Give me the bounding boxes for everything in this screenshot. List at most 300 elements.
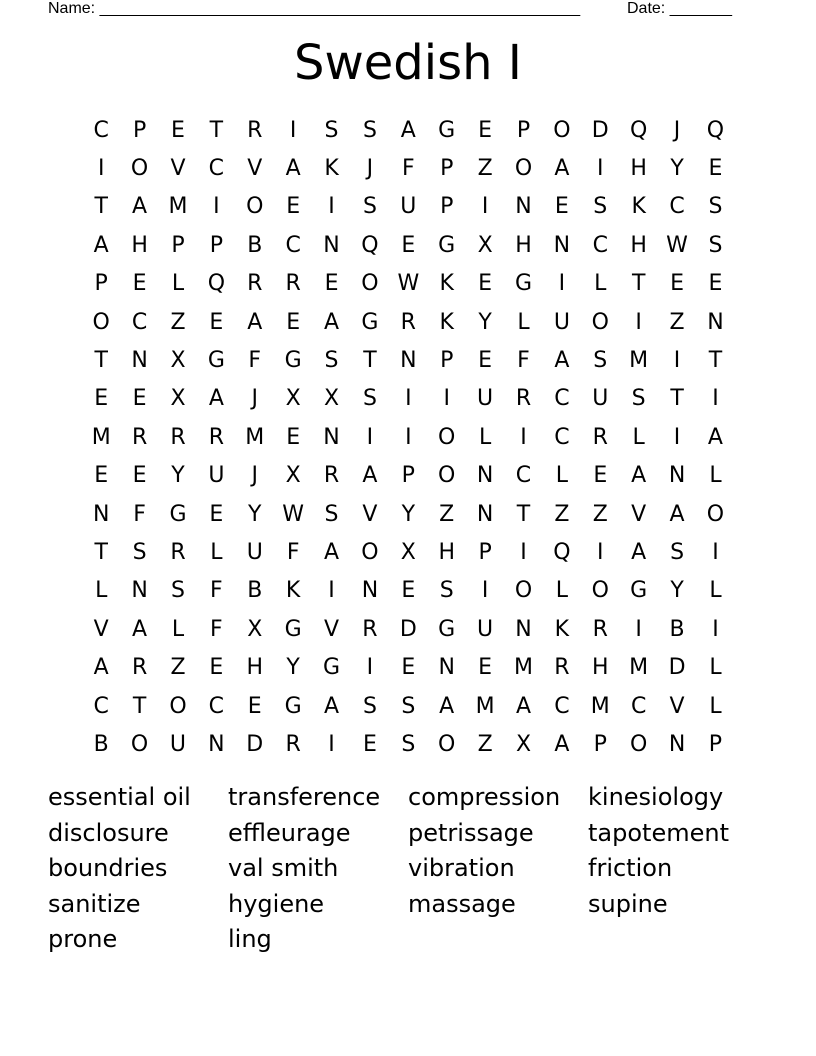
word-list-item: transference <box>228 783 381 811</box>
grid-letter: Q <box>361 232 379 258</box>
grid-letter: U <box>477 386 494 412</box>
grid-letter: I <box>405 424 412 450</box>
grid-letter: O <box>591 309 609 335</box>
grid-letter: G <box>284 693 302 719</box>
grid-letter: O <box>514 156 533 182</box>
grid-letter: Q <box>630 117 648 143</box>
grid-letter: A <box>247 309 263 335</box>
grid-letter: Q <box>553 539 571 565</box>
date-line: Date: _______ <box>627 0 732 17</box>
grid-letter: S <box>593 348 608 374</box>
grid-letter: N <box>707 309 724 335</box>
grid-letter: G <box>284 616 302 642</box>
grid-letter: U <box>246 539 263 565</box>
grid-letter: C <box>592 232 608 258</box>
grid-letter: G <box>514 271 533 297</box>
grid-letter: X <box>324 386 340 412</box>
grid-letter: X <box>170 386 186 412</box>
grid-letter: F <box>133 501 146 527</box>
name-line: Name: ______________________________________________________ <box>48 0 581 17</box>
grid-letter: Z <box>669 309 685 335</box>
grid-letter: V <box>170 156 186 182</box>
grid-letter: L <box>709 463 722 489</box>
grid-letter: L <box>555 578 569 604</box>
word-list-item: friction <box>588 854 673 882</box>
letter-grid <box>82 111 735 764</box>
grid-letter: X <box>170 348 186 374</box>
grid-letter: I <box>712 616 719 642</box>
grid-letter: E <box>401 655 416 681</box>
grid-letter: C <box>515 463 532 489</box>
grid-letter: C <box>669 194 685 220</box>
grid-letter: K <box>324 156 339 182</box>
grid-letter: S <box>593 194 608 220</box>
grid-letter: Y <box>670 578 684 604</box>
grid-letter: X <box>400 539 416 565</box>
grid-letter: A <box>324 309 340 335</box>
grid-letter: L <box>709 578 722 604</box>
grid-letter: A <box>132 194 148 220</box>
grid-letter: N <box>515 194 532 220</box>
grid-letter: G <box>438 616 456 642</box>
grid-letter: F <box>210 578 223 604</box>
grid-letter: N <box>668 463 686 489</box>
grid-letter: S <box>324 501 339 527</box>
grid-letter: L <box>171 271 185 297</box>
word-list-item: boundries <box>48 854 168 882</box>
grid-letter: I <box>520 424 527 450</box>
grid-letter: H <box>592 655 609 681</box>
grid-letter: Q <box>207 271 226 297</box>
grid-letter: R <box>170 424 186 450</box>
grid-letter: J <box>673 117 681 143</box>
grid-letter: V <box>362 501 378 527</box>
grid-letter: I <box>673 348 681 374</box>
grid-letter: X <box>477 232 493 258</box>
word-list-item: sanitize <box>48 889 141 918</box>
grid-letter: G <box>207 348 225 374</box>
grid-letter: U <box>208 463 225 489</box>
grid-letter: T <box>209 117 224 143</box>
grid-letter: C <box>93 693 109 719</box>
grid-letter: D <box>591 117 609 143</box>
grid-letter: Z <box>477 731 493 757</box>
grid-letter: Y <box>248 501 262 527</box>
page-title: Swedish I <box>294 35 522 91</box>
grid-letter: I <box>712 539 719 565</box>
grid-letter: R <box>285 731 301 757</box>
grid-letter: A <box>324 693 340 719</box>
grid-letter: A <box>285 156 301 182</box>
grid-letter: I <box>289 117 297 143</box>
grid-letter: O <box>514 578 533 604</box>
grid-letter: T <box>516 501 531 527</box>
grid-letter: R <box>592 424 608 450</box>
grid-letter: I <box>97 156 105 182</box>
grid-letter: H <box>630 156 647 182</box>
grid-letter: Z <box>554 501 570 527</box>
grid-letter: V <box>631 501 647 527</box>
grid-letter: K <box>285 578 301 604</box>
grid-letter: E <box>362 731 377 757</box>
grid-letter: M <box>590 693 610 719</box>
word-list-item: prone <box>48 925 118 953</box>
word-list-item: hygiene <box>228 889 325 918</box>
grid-letter: I <box>328 194 335 220</box>
grid-letter: S <box>362 194 377 220</box>
grid-letter: V <box>324 616 340 642</box>
grid-letter: T <box>670 386 684 412</box>
grid-letter: E <box>132 271 147 297</box>
grid-letter: L <box>632 424 645 450</box>
grid-letter: O <box>630 731 648 757</box>
grid-letter: I <box>328 578 335 604</box>
grid-letter: A <box>631 539 647 565</box>
grid-letter: K <box>554 616 570 642</box>
grid-letter: R <box>592 616 608 642</box>
word-list-item: ling <box>228 925 272 953</box>
grid-letter: C <box>554 693 570 719</box>
grid-letter: A <box>400 117 416 143</box>
grid-letter: S <box>708 194 723 220</box>
grid-letter: A <box>132 616 148 642</box>
grid-letter: E <box>286 424 301 450</box>
grid-letter: N <box>131 348 148 374</box>
grid-letter: Q <box>706 117 725 143</box>
word-list-item: essential oil <box>48 783 191 811</box>
word-list-item: val smith <box>228 854 339 882</box>
grid-letter: O <box>92 309 110 335</box>
grid-letter: C <box>554 386 570 412</box>
grid-letter: O <box>553 117 571 143</box>
grid-letter: G <box>438 117 456 143</box>
grid-letter: D <box>246 731 264 757</box>
grid-letter: S <box>631 386 646 412</box>
grid-letter: Y <box>171 463 185 489</box>
grid-letter: P <box>478 539 492 565</box>
grid-letter: A <box>208 386 224 412</box>
word-list-item: massage <box>408 889 516 918</box>
grid-letter: R <box>515 386 532 412</box>
grid-letter: O <box>361 271 379 297</box>
grid-letter: O <box>591 578 609 604</box>
grid-letter: P <box>171 232 185 258</box>
grid-letter: E <box>286 309 301 335</box>
grid-letter: Y <box>286 655 300 681</box>
grid-letter: E <box>132 463 147 489</box>
grid-letter: S <box>401 731 416 757</box>
grid-letter: Z <box>592 501 608 527</box>
grid-letter: Z <box>477 156 493 182</box>
grid-letter: S <box>362 693 377 719</box>
grid-letter: E <box>478 655 493 681</box>
grid-letter: U <box>477 616 494 642</box>
grid-letter: E <box>708 271 723 297</box>
grid-letter: O <box>438 424 456 450</box>
grid-letter: G <box>323 655 341 681</box>
grid-letter: H <box>515 232 532 258</box>
grid-letter: N <box>438 655 455 681</box>
grid-letter: N <box>476 501 494 527</box>
word-list-item: tapotement <box>588 818 729 847</box>
grid-letter: E <box>209 655 224 681</box>
grid-letter: E <box>478 348 493 374</box>
grid-letter: E <box>286 194 301 220</box>
grid-letter: E <box>670 271 684 297</box>
grid-letter: J <box>251 463 258 489</box>
word-list-item: petrissage <box>408 818 534 847</box>
grid-letter: I <box>635 616 642 642</box>
grid-letter: R <box>131 655 148 681</box>
word-list-item: supine <box>588 889 668 918</box>
grid-letter: N <box>553 232 571 258</box>
grid-letter: L <box>555 463 569 489</box>
grid-letter: O <box>361 539 379 565</box>
grid-letter: P <box>209 232 223 258</box>
grid-letter: A <box>362 463 378 489</box>
grid-letter: A <box>324 539 340 565</box>
grid-letter: E <box>401 232 416 258</box>
grid-letter: I <box>481 194 489 220</box>
grid-letter: N <box>476 463 494 489</box>
grid-letter: S <box>324 117 339 143</box>
grid-letter: E <box>209 501 224 527</box>
grid-letter: S <box>170 578 185 604</box>
grid-letter: S <box>324 348 339 374</box>
grid-letter: X <box>247 616 263 642</box>
grid-letter: O <box>130 156 149 182</box>
grid-letter: X <box>285 463 301 489</box>
grid-letter: A <box>439 693 455 719</box>
grid-letter: P <box>440 348 454 374</box>
grid-letter: G <box>361 309 379 335</box>
grid-letter: F <box>401 156 415 182</box>
grid-letter: O <box>169 693 187 719</box>
grid-letter: T <box>132 693 147 719</box>
grid-letter: E <box>554 194 569 220</box>
grid-letter: I <box>366 424 374 450</box>
grid-letter: L <box>709 693 722 719</box>
grid-letter: N <box>323 232 340 258</box>
grid-letter: E <box>247 693 262 719</box>
word-list-item: effleurage <box>228 818 351 847</box>
grid-letter: J <box>366 156 374 182</box>
grid-letter: T <box>631 271 646 297</box>
grid-letter: V <box>93 616 109 642</box>
grid-letter: Y <box>401 501 416 527</box>
grid-letter: I <box>213 194 220 220</box>
grid-letter: K <box>439 309 454 335</box>
grid-letter: R <box>554 655 570 681</box>
grid-letter: A <box>554 731 570 757</box>
grid-letter: U <box>592 386 609 412</box>
grid-letter: L <box>594 271 607 297</box>
grid-letter: J <box>251 386 258 412</box>
grid-letter: M <box>91 424 111 450</box>
grid-letter: G <box>284 348 302 374</box>
grid-letter: S <box>132 539 147 565</box>
grid-letter: R <box>285 271 301 297</box>
grid-letter: E <box>94 386 109 412</box>
grid-letter: P <box>401 463 415 489</box>
grid-letter: E <box>593 463 608 489</box>
grid-letter: W <box>666 232 688 258</box>
grid-letter: C <box>208 693 225 719</box>
grid-letter: H <box>131 232 148 258</box>
grid-letter: E <box>401 578 416 604</box>
grid-letter: E <box>478 271 493 297</box>
grid-letter: I <box>481 578 489 604</box>
grid-letter: G <box>169 501 187 527</box>
grid-letter: R <box>362 616 378 642</box>
grid-letter: U <box>169 731 187 757</box>
grid-letter: M <box>168 194 188 220</box>
grid-letter: M <box>475 693 495 719</box>
grid-letter: K <box>439 271 454 297</box>
grid-letter: A <box>93 655 109 681</box>
grid-letter: P <box>708 731 723 757</box>
grid-letter: N <box>92 501 110 527</box>
grid-letter: H <box>246 655 264 681</box>
grid-letter: T <box>363 348 377 374</box>
grid-letter: V <box>669 693 685 719</box>
grid-letter: P <box>440 194 454 220</box>
grid-letter: C <box>208 156 225 182</box>
grid-letter: N <box>515 616 532 642</box>
grid-letter: R <box>131 424 148 450</box>
grid-letter: R <box>400 309 416 335</box>
grid-letter: S <box>439 578 454 604</box>
grid-letter: L <box>171 616 185 642</box>
grid-letter: C <box>285 232 301 258</box>
grid-letter: O <box>438 731 456 757</box>
grid-letter: F <box>517 348 530 374</box>
grid-letter: P <box>593 731 607 757</box>
grid-letter: S <box>362 386 377 412</box>
word-list-item: vibration <box>408 854 515 882</box>
grid-letter: Z <box>170 655 186 681</box>
grid-letter: D <box>668 655 686 681</box>
grid-letter: N <box>131 578 148 604</box>
grid-letter: O <box>246 194 264 220</box>
grid-letter: B <box>247 578 263 604</box>
grid-letter: T <box>94 348 108 374</box>
word-list-item: compression <box>408 783 561 811</box>
grid-letter: A <box>669 501 685 527</box>
grid-letter: P <box>132 117 147 143</box>
grid-letter: M <box>629 348 649 374</box>
grid-letter: N <box>668 731 686 757</box>
grid-letter: R <box>170 539 186 565</box>
grid-letter: C <box>554 424 570 450</box>
grid-letter: W <box>282 501 305 527</box>
grid-letter: I <box>558 271 566 297</box>
grid-letter: Z <box>170 309 186 335</box>
grid-letter: B <box>247 232 263 258</box>
grid-letter: C <box>93 117 109 143</box>
grid-letter: N <box>361 578 379 604</box>
grid-letter: I <box>597 539 604 565</box>
grid-letter: P <box>516 117 531 143</box>
grid-letter: L <box>517 309 530 335</box>
grid-letter: I <box>673 424 681 450</box>
grid-letter: Y <box>670 156 684 182</box>
word-list <box>48 781 768 959</box>
grid-letter: E <box>708 156 723 182</box>
grid-letter: H <box>630 232 647 258</box>
grid-letter: E <box>324 271 339 297</box>
grid-letter: O <box>706 501 725 527</box>
grid-letter: E <box>171 117 185 143</box>
grid-letter: F <box>248 348 262 374</box>
grid-letter: E <box>478 117 493 143</box>
grid-letter: T <box>708 348 723 374</box>
grid-letter: I <box>366 655 374 681</box>
grid-letter: F <box>286 539 300 565</box>
grid-letter: X <box>285 386 301 412</box>
grid-letter: S <box>401 693 416 719</box>
grid-letter: W <box>397 271 420 297</box>
grid-letter: R <box>323 463 340 489</box>
grid-letter: G <box>438 232 456 258</box>
grid-letter: P <box>94 271 108 297</box>
grid-letter: P <box>440 156 454 182</box>
grid-letter: A <box>554 348 570 374</box>
grid-letter: D <box>399 616 417 642</box>
grid-letter: L <box>709 655 722 681</box>
grid-letter: A <box>93 232 109 258</box>
grid-letter: A <box>515 693 532 719</box>
grid-letter: T <box>94 194 108 220</box>
grid-letter: A <box>631 463 647 489</box>
grid-letter: E <box>94 463 109 489</box>
grid-letter: M <box>245 424 265 450</box>
grid-letter: R <box>208 424 225 450</box>
grid-letter: R <box>247 117 263 143</box>
grid-letter: O <box>438 463 456 489</box>
grid-letter: E <box>209 309 224 335</box>
grid-letter: N <box>323 424 340 450</box>
grid-letter: G <box>630 578 648 604</box>
grid-letter: Z <box>439 501 455 527</box>
grid-letter: E <box>132 386 147 412</box>
grid-letter: I <box>520 539 527 565</box>
grid-letter: T <box>94 539 108 565</box>
grid-letter: B <box>669 616 685 642</box>
grid-letter: I <box>635 309 642 335</box>
grid-letter: Y <box>478 309 492 335</box>
grid-letter: C <box>630 693 647 719</box>
grid-letter: A <box>707 424 723 450</box>
grid-letter: C <box>131 309 148 335</box>
grid-letter: S <box>670 539 685 565</box>
grid-letter: V <box>247 156 263 182</box>
word-list-item: kinesiology <box>588 783 724 811</box>
grid-letter: N <box>208 731 225 757</box>
grid-letter: U <box>400 194 417 220</box>
grid-letter: M <box>629 655 649 681</box>
grid-letter: O <box>130 731 149 757</box>
grid-letter: N <box>400 348 417 374</box>
grid-letter: X <box>515 731 532 757</box>
grid-letter: I <box>405 386 412 412</box>
grid-letter: K <box>631 194 646 220</box>
grid-letter: F <box>210 616 223 642</box>
grid-letter: S <box>362 117 377 143</box>
grid-letter: I <box>712 386 719 412</box>
grid-letter: I <box>597 156 604 182</box>
grid-letter: H <box>438 539 455 565</box>
